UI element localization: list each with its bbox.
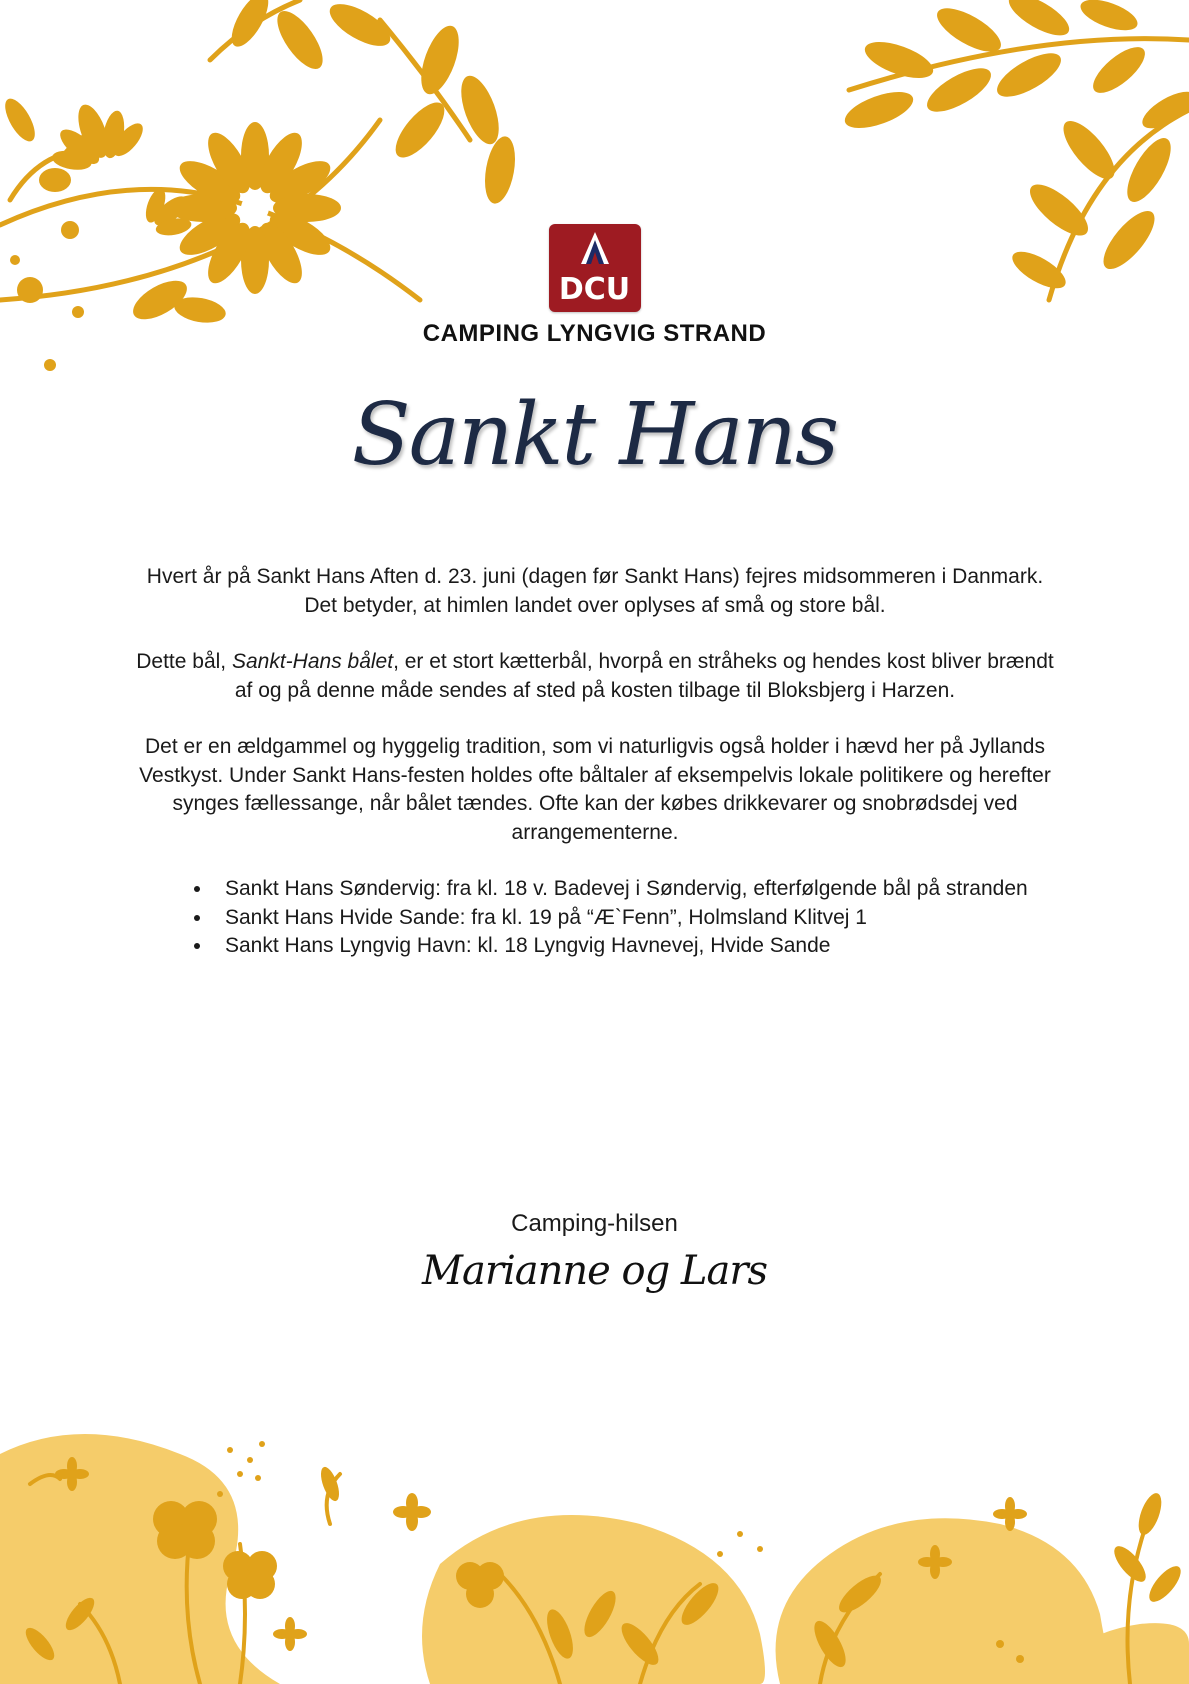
header	[0, 224, 1189, 348]
brand-name: CAMPING LYNGVIG STRAND	[422, 320, 767, 347]
logo-text: DCU	[558, 272, 631, 307]
paragraph-bonfire-start: Dette bål,	[136, 650, 232, 673]
list-item: • Sankt Hans Søndervig: fra kl. 18 v. Badevej i Søndervig, efterfølgende bål på stranden	[213, 875, 1055, 904]
body-text	[135, 563, 1055, 961]
dcu-logo	[549, 224, 641, 312]
list-item: • Sankt Hans Lyngvig Havn: kl. 18 Lyngvig Havnevej, Hvide Sande	[213, 932, 1055, 961]
greeting: Camping-hilsen	[511, 1210, 678, 1237]
paragraph-intro: Hvert år på Sankt Hans Aften d. 23. juni (dagen før Sankt Hans) fejres midsommeren i Danmark. Det betyder, at himlen landet over oplyses af små og store bål.	[146, 565, 1044, 617]
list-item: • Sankt Hans Hvide Sande: fra kl. 19 på “Æ`Fenn”, Holmsland Klitvej 1	[213, 904, 1055, 933]
closing	[0, 1210, 1189, 1294]
floral-decoration-bottom	[0, 1414, 1189, 1684]
signature: Marianne og Lars	[422, 1248, 767, 1294]
paragraph-bonfire	[135, 648, 1055, 705]
page-title: Sankt Hans	[351, 385, 838, 485]
event-list	[135, 875, 1055, 961]
paragraph-bonfire-end: , er et stort kætterbål, hvorpå en stråheks og hendes kost bliver brændt af og på denne måde sendes af sted på kosten tilbage til Bloksbjerg i Harzen.	[234, 650, 1054, 702]
paragraph-tradition: Det er en ældgammel og hyggelig tradition, som vi naturligvis også holder i hævd her på Jyllands Vestkyst. Under Sankt Hans-festen holdes ofte båltaler af eksempelvis lokale politikere og herefter synges fællessange, når bålet tændes. Ofte kan der købes drikkevarer og snobrødsdej ved arrangementerne.	[139, 735, 1051, 844]
bonfire-term: Sankt-Hans bålet	[231, 650, 394, 673]
tent-icon	[579, 230, 611, 266]
